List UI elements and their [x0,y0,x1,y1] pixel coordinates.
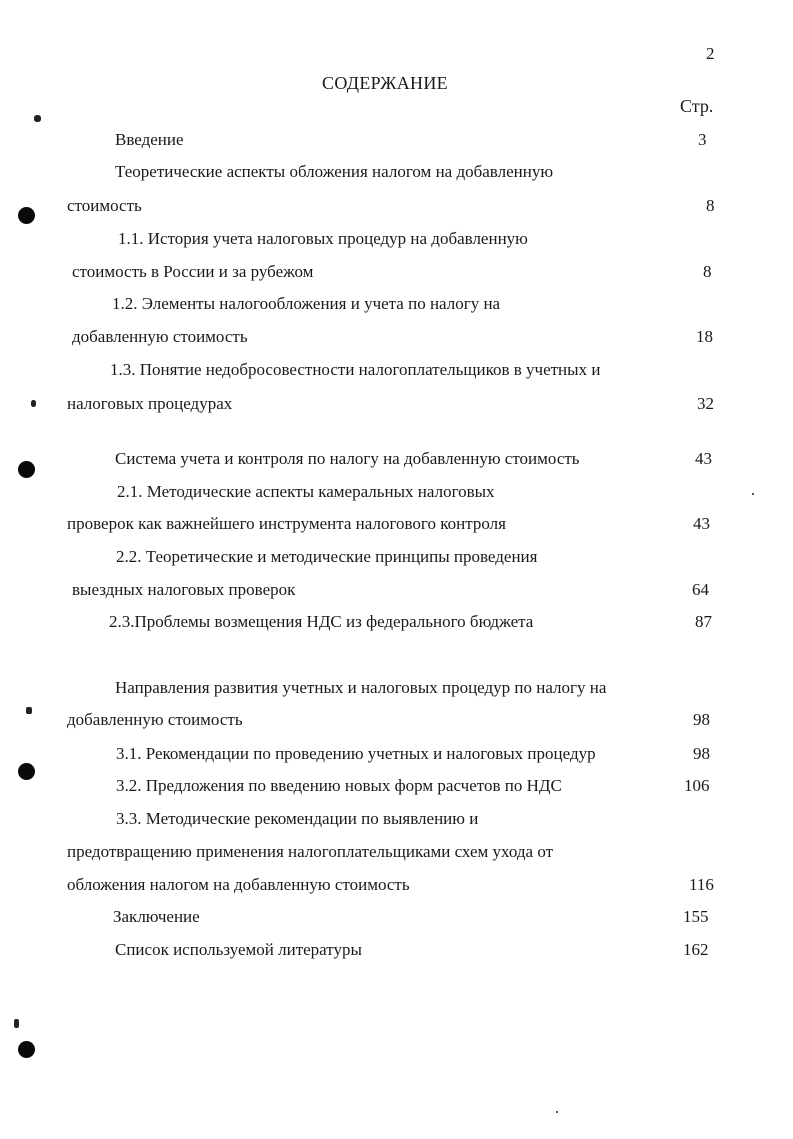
scan-speck [14,1019,19,1028]
toc-line: добавленную стоимость [72,327,248,346]
page-column-header: Стр. [680,96,714,116]
scan-speck [556,1111,558,1113]
toc-line: проверок как важнейшего инструмента налогового контроля [67,514,506,533]
toc-line: 3.2. Предложения по введению новых форм расчетов по НДС [116,776,562,795]
toc-line: 1.1. История учета налоговых процедур на добавленную [118,229,528,248]
binder-hole [18,1041,35,1058]
toc-line: стоимость [67,196,142,215]
toc-page: 43 [693,514,710,533]
toc-line: предотвращению применения налогоплательщиками схем ухода от [67,842,554,861]
toc-page: 155 [683,907,709,926]
toc-page: 162 [683,940,709,959]
scan-speck [34,115,41,122]
page-number: 2 [706,44,715,63]
binder-hole [18,461,35,478]
toc-line: Заключение [113,907,200,926]
toc-line: 2.1. Методические аспекты камеральных налоговых [117,482,495,501]
toc-line: Введение [115,130,184,149]
toc-page: 98 [693,744,710,763]
toc-line: Система учета и контроля по налогу на добавленную стоимость [115,449,580,468]
toc-line: 2.3.Проблемы возмещения НДС из федерального бюджета [109,612,534,631]
toc-page: 87 [695,612,712,631]
page-title: СОДЕРЖАНИЕ [322,73,448,93]
toc-page: 64 [692,580,709,599]
toc-page: 116 [689,875,714,894]
scan-speck [31,400,36,407]
toc-line: выездных налоговых проверок [72,580,296,599]
toc-page: 8 [706,196,715,215]
toc-line: налоговых процедурах [67,394,233,413]
toc-line: Список используемой литературы [115,940,362,959]
toc-line: 1.3. Понятие недобросовестности налогоплательщиков в учетных и [110,360,601,379]
toc-page: 98 [693,710,710,729]
binder-hole [18,763,35,780]
toc-page: 18 [696,327,713,346]
scan-speck [752,493,754,495]
toc-line: 3.1. Рекомендации по проведению учетных и налоговых процедур [116,744,596,763]
toc-line: обложения налогом на добавленную стоимость [67,875,410,894]
toc-line: Теоретические аспекты обложения налогом на добавленную [115,162,554,181]
toc-line: стоимость в России и за рубежом [72,262,314,281]
binder-hole [18,207,35,224]
toc-line: Направления развития учетных и налоговых процедур по налогу на [115,678,607,697]
toc-page: 43 [695,449,712,468]
toc-line: 1.2. Элементы налогообложения и учета по налогу на [112,294,501,313]
toc-line: 3.3. Методические рекомендации по выявлению и [116,809,479,828]
toc-page: 32 [697,394,714,413]
toc-page: 8 [703,262,712,281]
toc-page: 106 [684,776,710,795]
toc-line: 2.2. Теоретические и методические принципы проведения [116,547,538,566]
toc-line: добавленную стоимость [67,710,243,729]
toc-page: 3 [698,130,707,149]
scan-speck [26,707,32,714]
